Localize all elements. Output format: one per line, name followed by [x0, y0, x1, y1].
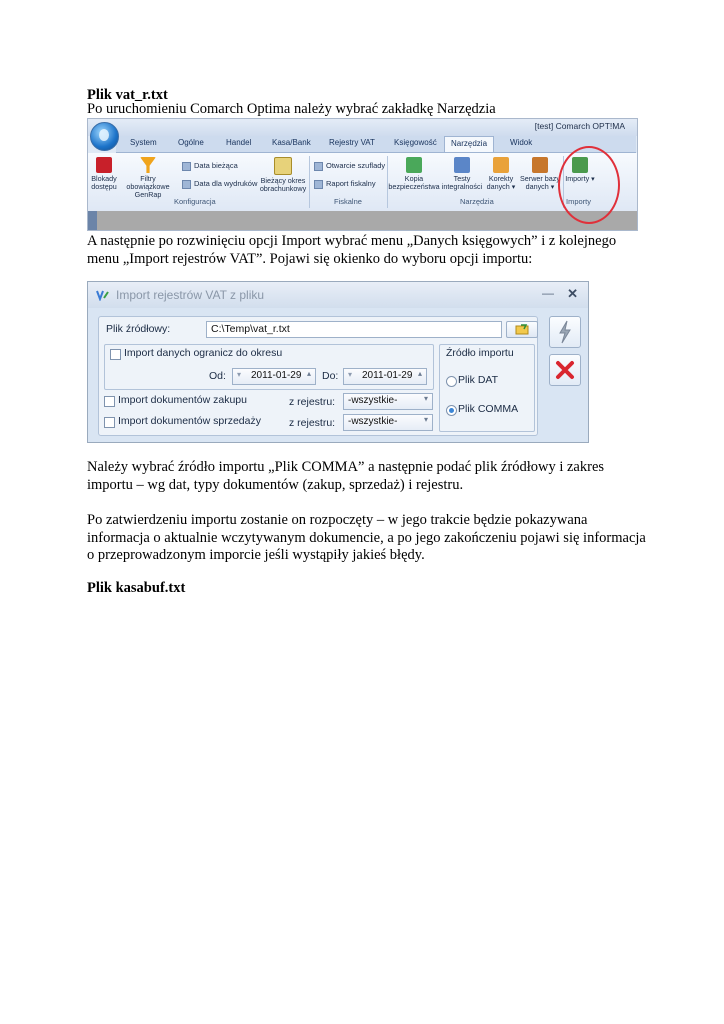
import-dialog-screenshot	[87, 281, 589, 443]
purchase-register-label: z rejestru:	[289, 396, 336, 408]
data-wydrukow-button[interactable]: Data dla wydruków	[182, 179, 257, 189]
source-file-input[interactable]: C:\Temp\vat_r.txt	[206, 321, 502, 338]
cancel-button[interactable]	[549, 354, 581, 386]
radio-plik-comma-label: Plik COMMA	[458, 403, 519, 415]
radio-plik-comma[interactable]	[446, 405, 457, 416]
blokady-button[interactable]: Blokady dostępu	[88, 155, 120, 191]
dialog-titlebar	[88, 282, 588, 308]
tab-ogolne[interactable]: Ogólne	[178, 138, 204, 147]
browse-button[interactable]	[506, 321, 538, 338]
vat-import-icon	[96, 289, 110, 301]
date-limit-label: Import danych ogranicz do okresu	[124, 347, 283, 359]
sales-docs-label: Import dokumentów sprzedaży	[118, 415, 261, 427]
calendar-icon	[182, 162, 191, 171]
to-date-picker[interactable]: ▾ 2011-01-29 ▴	[343, 368, 427, 385]
window-title: [test] Comarch OPT!MA	[534, 121, 625, 131]
chevron-updown-icon: ▴	[306, 369, 311, 378]
close-icon[interactable]: ✕	[567, 286, 578, 301]
raport-fiskalny-button[interactable]: Raport fiskalny	[314, 179, 376, 189]
radio-plik-dat[interactable]	[446, 376, 457, 387]
ribbon-tab-bar	[116, 136, 636, 153]
period-icon	[274, 157, 292, 175]
otwarcie-szuflady-button[interactable]: Otwarcie szuflady	[314, 161, 385, 171]
print-date-icon	[182, 180, 191, 189]
biezacy-okres-button[interactable]: Bieżący okres obrachunkowy	[258, 155, 308, 193]
lightning-icon	[550, 317, 580, 347]
korekty-button[interactable]: Korekty danych ▾	[484, 155, 518, 191]
run-import-button[interactable]	[549, 316, 581, 348]
ribbon-titlebar	[88, 119, 637, 136]
group-label-fiskalne: Fiskalne	[334, 197, 362, 206]
paragraph-import-menu: A następnie po rozwinięciu opcji Import wybrać menu „Danych księgowych” i z kolejnego menu „Import rejestrów VAT”. Pojawi się okienko do wyboru opcji importu:	[87, 233, 617, 267]
testy-button[interactable]: Testy integralności	[440, 155, 484, 191]
paragraph-after-import: Po zatwierdzeniu importu zostanie on rozpoczęty – w jego trakcie będzie pokazywana informacja o aktualnie wczytywanym dokumencie, a po jego zakończeniu pojawi się informacja o przeprowadzonym imporcie jeśli wystąpiły jakieś błędy.	[87, 512, 646, 563]
correction-icon	[493, 157, 509, 173]
heading-kasabuf-file: Plik kasabuf.txt	[87, 580, 186, 596]
tab-rejestry-vat[interactable]: Rejestry VAT	[329, 138, 375, 147]
tab-narzedzia[interactable]: Narzędzia	[444, 136, 494, 152]
ribbon-body	[88, 153, 637, 212]
chevron-down-icon: ▾	[423, 415, 428, 424]
sales-register-label: z rejestru:	[289, 417, 336, 429]
group-label-narzedzia: Narzędzia	[460, 197, 494, 206]
tab-widok[interactable]: Widok	[510, 138, 533, 147]
purchase-docs-checkbox[interactable]	[104, 396, 115, 407]
backup-icon	[406, 157, 422, 173]
sales-docs-checkbox[interactable]	[104, 417, 115, 428]
purchase-register-select[interactable]: -wszystkie- ▾	[343, 393, 433, 410]
filtry-button[interactable]: Filtry obowiązkowe GenRap	[118, 155, 178, 199]
group-label-importy: Importy	[566, 197, 592, 206]
from-label: Od:	[209, 370, 226, 382]
tab-system[interactable]: System	[130, 138, 157, 147]
tab-kasa-bank[interactable]: Kasa/Bank	[272, 138, 311, 147]
ribbon-screenshot	[87, 118, 638, 231]
tab-ksiegowosc[interactable]: Księgowość	[394, 138, 437, 147]
paragraph-intro: Po uruchomieniu Comarch Optima należy wybrać zakładkę Narzędzia	[87, 101, 496, 117]
database-server-icon	[532, 157, 548, 173]
app-orb-button[interactable]	[90, 122, 119, 151]
tab-handel[interactable]: Handel	[226, 138, 252, 147]
close-x-icon	[550, 355, 580, 385]
report-icon	[314, 180, 323, 189]
radio-plik-dat-label: Plik DAT	[458, 374, 499, 386]
chevron-down-icon: ▾	[423, 394, 428, 403]
sales-register-select[interactable]: -wszystkie- ▾	[343, 414, 433, 431]
dialog-title: Import rejestrów VAT z pliku	[116, 288, 265, 302]
highlight-circle	[558, 146, 620, 224]
folder-browse-icon	[507, 322, 537, 337]
source-file-label: Plik źródłowy:	[106, 323, 171, 335]
serwer-button[interactable]: Serwer bazy danych ▾	[518, 155, 562, 191]
group-label-konfiguracja: Konfiguracja	[174, 197, 216, 206]
drawer-icon	[314, 162, 323, 171]
minimize-icon[interactable]: —	[542, 286, 554, 300]
ribbon-lower-area	[88, 211, 637, 231]
chevron-down-icon: ▾	[237, 370, 242, 379]
purchase-docs-label: Import dokumentów zakupu	[118, 394, 247, 406]
chevron-updown-icon: ▴	[417, 369, 422, 378]
test-icon	[454, 157, 470, 173]
lock-bag-icon	[96, 157, 112, 173]
to-label: Do:	[322, 370, 339, 382]
import-source-label: Źródło importu	[446, 347, 514, 359]
funnel-icon	[140, 157, 156, 173]
chevron-down-icon: ▾	[348, 370, 353, 379]
paragraph-choose-source: Należy wybrać źródło importu „Plik COMMA” a następnie podać plik źródłowy i zakres importu – wg dat, typy dokumentów (zakup, sprzedaż) i rejestru.	[87, 459, 605, 493]
importy-button[interactable]: Importy ▾	[564, 155, 596, 183]
kopia-button[interactable]: Kopia bezpieczeństwa	[388, 155, 440, 191]
from-date-picker[interactable]: ▾ 2011-01-29 ▴	[232, 368, 316, 385]
date-limit-checkbox[interactable]	[110, 349, 121, 360]
heading-vat-file: Plik vat_r.txt	[87, 87, 168, 103]
data-biezaca-button[interactable]: Data bieżąca	[182, 161, 238, 171]
